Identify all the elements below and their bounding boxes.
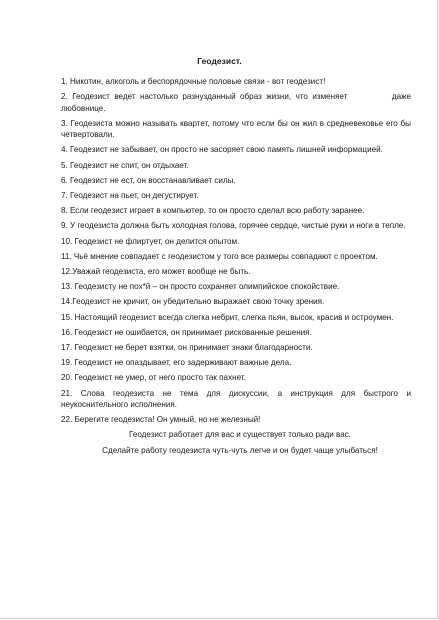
closing-line: Геодезист работает для вас и существует только ради вас. [128, 430, 351, 440]
list-item: 2. Геодезист ведет настолько разнузданный образ жизни, что изменяет даже любовнице. [61, 92, 414, 113]
document-body [61, 76, 414, 460]
list-item: 3. Геодезиста можно называть квартет, потому что если бы он жил в средневековье его бы четвертовали. [61, 118, 411, 140]
list-item: 1. Никотин, алкоголь и беспорядочные половые связи - вот геодезист! [61, 77, 326, 86]
document-title: Геодезист. [197, 56, 242, 66]
list-item: 13. Геодезисту не пох*й – он просто сохраняет олимпийское спокойствие. [61, 282, 340, 292]
list-item: 19. Геодезист не опаздывает, его задерживают важные дела. [61, 358, 292, 368]
list-item: 21. Слова геодезиста не тема для дискуссии, а инструкция для быстрого и неукоснительного исполнения. [61, 388, 411, 410]
list-item: 9. У геодезиста должна быть холодная голова, горячее сердце, чистые руки и ноги в тепле. [61, 221, 406, 231]
closing-line: Сделайте работу геодезиста чуть-чуть легче и он будет чаще улыбаться! [102, 445, 378, 455]
list-item: 6. Геодезист не ест, он восстанавливает силы. [61, 175, 236, 185]
list-item: 16. Геодезист не ошибается, он принимает рискованные решения. [61, 327, 312, 337]
list-item: 5. Геодезист не спит, он отдыхает. [61, 160, 189, 170]
list-item: 15. Настоящий геодезист всегда слегка небрит, слегка пьян, высок, красив и остроумен. [61, 312, 394, 322]
list-item: 22. Берегите геодезиста! Он умный, но не железный! [61, 415, 261, 425]
list-item: 10. Геодезист не флиртует, он делится опытом. [61, 236, 240, 246]
list-item: 20. Геодезист не умер, от него просто так пахнет. [61, 373, 246, 383]
list-item: 12.Уважай геодезиста, его может вообще не быть. [61, 267, 251, 277]
list-item: 4. Геодезист не забывает, он просто не засоряет свою память лишней информацией. [61, 145, 383, 155]
list-item: 14.Геодезист не кричит, он убедительно выражает свою точку зрения. [61, 297, 325, 307]
list-item: 8. Если геодезист играет в компьютер, то он просто сделал всю работу заранее. [61, 206, 365, 216]
list-item: 11. Чьё мнение совпадает с геодезистом у того все размеры совпадают с проектом. [61, 251, 378, 261]
list-item: 17. Геодезист не берет взятки, он принимает знаки благодарности. [61, 343, 313, 353]
list-item: 7. Геодезист на пьет, он дегустирует. [61, 191, 199, 201]
